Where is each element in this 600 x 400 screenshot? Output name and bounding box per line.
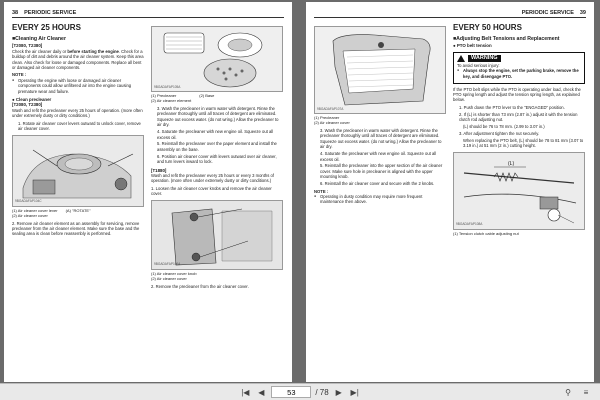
steps	[314, 128, 446, 187]
page-number: 39	[579, 9, 586, 16]
figure-air-cleaner-cover	[12, 135, 144, 207]
precleaner-illustration	[152, 27, 283, 92]
next-page-button[interactable]: ▶	[335, 387, 342, 397]
subheading: ■Adjusting Belt Tensions and Replacement	[453, 36, 560, 42]
page-number-input[interactable]	[271, 386, 311, 398]
list-item: 5. Reinstall the precleaner over the paper element and install the assembly on the base.	[157, 141, 277, 152]
right-column-1	[314, 23, 446, 239]
page-total: / 78	[315, 387, 329, 397]
steps	[151, 106, 283, 165]
list-item: ● Operating in dusty condition may require more frequent maintenance then above.	[314, 194, 446, 205]
list-item: 3. Wash the precleaner in warm water with detergent. Rinse the precleaner thoroughly until all traces of detergent are eliminated. Squeeze out excess water. (do not wring.) Allow the precleaner to air dry.	[157, 106, 279, 128]
paragraph: 2. Remove the precleaner from the air cleaner cover.	[151, 283, 249, 289]
intro-paragraph: Check the air cleaner daily or before starting the engine. Check for a buildup of dirt and debris around the air cleaner system. Keep this area clean. Also check for loose or damaged components. Replace all bent or damaged air cleaner components.	[12, 48, 144, 71]
toolbar-right	[562, 386, 592, 398]
figure-caption: (1) Precleaner (2) Air cleaner cover	[314, 115, 350, 125]
list-item: 6. Reinstall the air cleaner cover and secure with the 2 knobs.	[320, 181, 435, 187]
figure-id: 9BGADAFAP108A	[456, 222, 483, 227]
tension-clutch-illustration	[454, 153, 585, 230]
list-item: 4. Saturate the precleaner with new engine oil. Squeeze out all excess oil.	[320, 151, 437, 162]
list-item: ● Always stop the engine, set the parking brake, remove the key, and disengage PTO.	[457, 68, 581, 79]
list-item: 2. If (L) is shorter than 73 mm (2.87 in.) adjust it with the tension clutch rod adjusting nut.	[459, 111, 578, 123]
figure-caption: (1) Tension clutch cable adjusting nut	[453, 230, 519, 236]
list-item: 3. Wash the precleaner in warm water with detergent. Rinse the precleaner thoroughly until all traces of detergent are eliminated. Squeeze out excess water. (do not wring.) Allow the precleaner to air dry.	[320, 128, 442, 150]
warning-icon	[457, 55, 465, 62]
model-tag: [T2080, T2380]	[12, 102, 43, 108]
list-item: When replacing the PTO belt, (L) should be 78 to 81 mm (3.07 to 3.19 in.) at 51 mm (2 in.) cutting height.	[463, 137, 584, 149]
steps	[453, 105, 585, 149]
list-item: ● Operating the engine with loose or damaged air cleaner components could allow unfiltered air into the engine causing premature wear and failure.	[12, 78, 144, 94]
figure-air-cleaner-cover-knob	[151, 200, 283, 270]
engine-illustration	[13, 136, 144, 207]
list-item: 5. Reinstall the precleaner into the upper section of the air cleaner cover. Make sure hole in precleaner is aligned with the upper mounting knob.	[320, 163, 443, 180]
left-column-1	[12, 23, 144, 291]
warning-intro: To avoid serious injury:	[457, 62, 500, 68]
note-label: NOTE :	[12, 72, 27, 78]
right-column-2	[453, 23, 585, 239]
list-item: (L) should be 76 to 78 mm. (2.99 to 3.07 in.)	[463, 123, 545, 129]
note-label: NOTE :	[314, 188, 329, 194]
right-page	[306, 2, 594, 382]
section-title: PERIODIC SERVICE	[521, 9, 574, 16]
steps	[12, 121, 144, 132]
list-item: 3. After adjustment tighten the nut securely.	[459, 130, 540, 136]
viewer-toolbar	[0, 383, 600, 400]
list-item: 1. Rotate air cleaner cover levers outward to unlock cover, remove air cleaner cover.	[18, 120, 141, 132]
page-header	[314, 8, 586, 18]
subheading: ■Cleaning Air Cleaner	[12, 36, 66, 42]
paragraph: 1. Loosen the air cleaner cover knobs and remove the air cleaner cover.	[151, 185, 272, 197]
figure-caption: (1) Air cleaner cover lever (2) Air cleaner cover (A) "ROTATE"	[12, 207, 91, 218]
figure-id: 9BGADAFAP107A	[317, 106, 344, 111]
paragraph: If the PTO belt slips while the PTO is operating under load, check the PTO spring length and adjust the tension spring length, as explained below.	[453, 86, 581, 103]
figure-id: 9BGADAFAP104C	[15, 199, 42, 204]
figure-precleaner	[151, 26, 283, 92]
left-column-2	[151, 23, 283, 291]
air-cleaner-illustration	[152, 201, 283, 270]
list-item: 4. Saturate the precleaner with new engine oil. Squeeze out all excess oil.	[157, 129, 274, 140]
first-page-button[interactable]: |◀	[241, 387, 250, 397]
heading: EVERY 25 HOURS	[12, 23, 81, 32]
paragraph: Wash and refit the precleaner every 25 hours or every 3 months of operation. (more often under extremely dusty or dirty conditions.)	[151, 172, 274, 184]
warning-list	[457, 68, 581, 79]
heading: EVERY 50 HOURS	[453, 23, 522, 32]
subheading-pto: ● PTO belt tension	[453, 43, 492, 49]
precleaner-cover-illustration	[315, 27, 446, 114]
paragraph: 2. Remove air cleaner element as an assembly for servicing, remove precleaner from the air cleaner element. Make sure the base and the sealing area is clean before reassembly is performed.	[12, 220, 140, 237]
figure-caption: (1) Air cleaner cover knob (2) Air cleaner cover	[151, 270, 197, 281]
section-title: PERIODIC SERVICE	[24, 9, 77, 16]
model-tag: [T2080, T2380]	[12, 43, 43, 49]
paragraph: Wash and refit the precleaner every 25 hours of operation. (more often under extremely dusty or dirty conditions.)	[12, 107, 143, 119]
figure-precleaner-cover	[314, 26, 446, 114]
page-header	[12, 8, 284, 18]
figure-caption: (1) Precleaner (2) Air cleaner element (2) Base	[151, 93, 215, 103]
zoom-icon[interactable]: ⚲	[565, 387, 571, 397]
svg-text:(L): (L)	[508, 160, 515, 167]
figure-id: 9BGADAFAP105A	[154, 84, 181, 89]
figure-tension-clutch	[453, 152, 585, 230]
figure-id: 9BGADAFAP106A	[154, 262, 181, 267]
page-number: 38	[12, 9, 19, 16]
model-tag: [T1880]	[151, 167, 167, 173]
warning-label: WARNING	[468, 55, 501, 62]
note-list	[314, 194, 446, 205]
prev-page-button[interactable]: ◀	[258, 387, 265, 397]
warning-box	[453, 52, 585, 84]
left-page	[4, 2, 292, 382]
subheading-precleaner: ● Clean precleaner	[12, 97, 52, 103]
list-item: 1. Push down the PTO lever to the "ENGAGED" position.	[459, 104, 565, 110]
last-page-button[interactable]: ▶|	[350, 387, 359, 397]
menu-icon[interactable]: ≡	[583, 387, 589, 397]
list-item: 6. Position air cleaner cover with levers outward over air cleaner, and turn levers inward to lock.	[157, 153, 277, 165]
note-list	[12, 78, 144, 94]
